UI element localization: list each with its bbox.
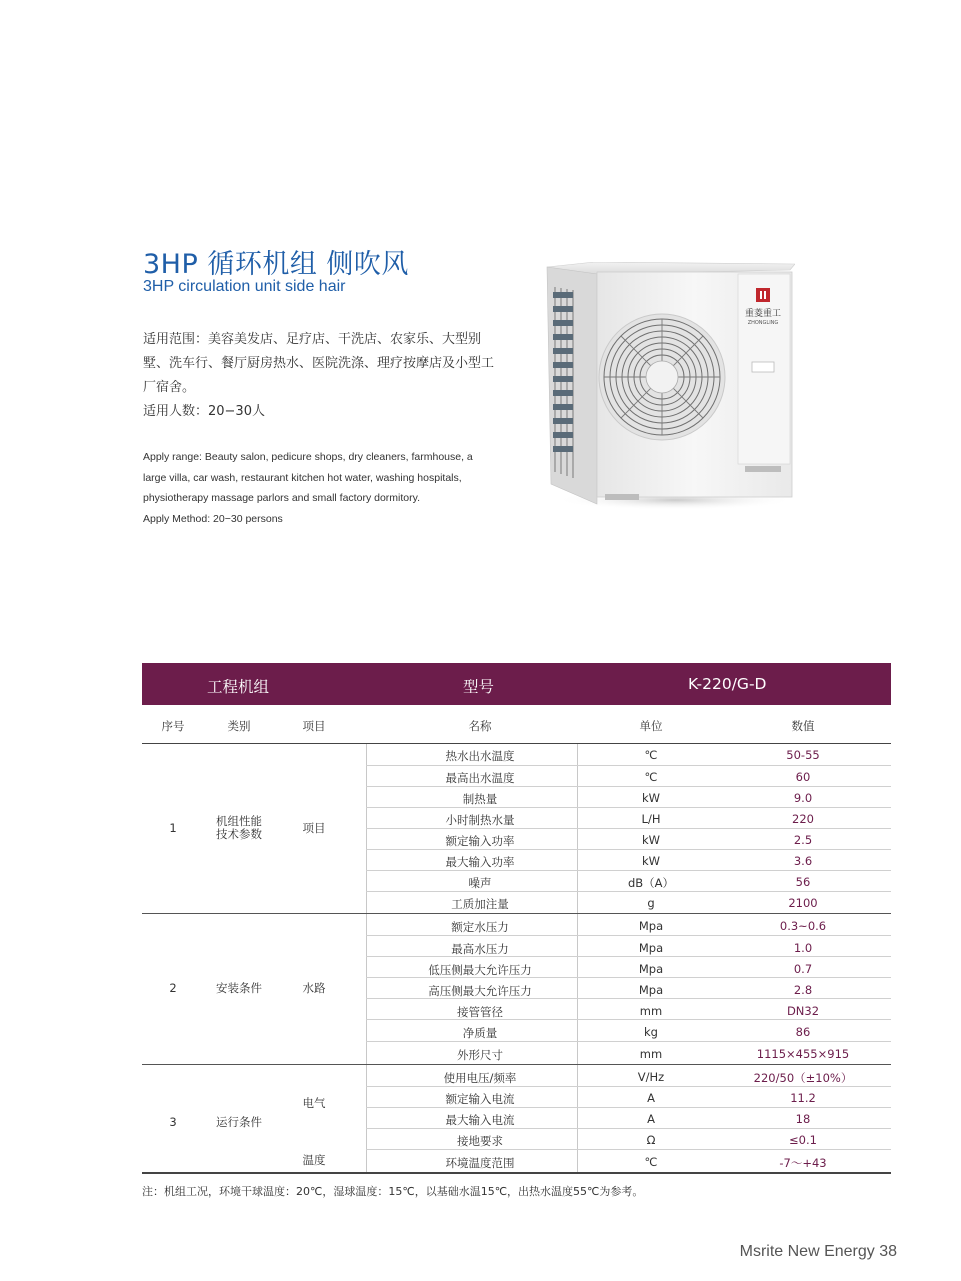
column-header: 项目 bbox=[302, 719, 326, 733]
row-value: 2.8 bbox=[793, 983, 813, 997]
spec-table bbox=[142, 663, 891, 1170]
row-unit: ℃ bbox=[644, 1155, 658, 1169]
page-title-cn: 3HP 循环机组 侧吹风 bbox=[143, 249, 409, 280]
description-line: large villa, car wash, restaurant kitchen hot water, washing hospitals, bbox=[143, 471, 462, 484]
row-unit: kg bbox=[644, 1025, 658, 1039]
description-line: 适用人数：20−30人 bbox=[143, 404, 265, 419]
table-row bbox=[366, 977, 891, 999]
group-number: 3 bbox=[169, 1115, 177, 1129]
row-name: 额定输入功率 bbox=[445, 834, 515, 848]
row-name: 接管管径 bbox=[457, 1005, 503, 1019]
row-value: 1115×455×915 bbox=[756, 1047, 850, 1061]
table-row bbox=[366, 914, 891, 935]
row-name: 额定水压力 bbox=[451, 920, 509, 934]
row-name: 噪声 bbox=[468, 876, 492, 890]
row-unit: ℃ bbox=[644, 748, 658, 762]
table-row bbox=[366, 891, 891, 913]
table-row bbox=[366, 935, 891, 957]
row-name: 低压侧最大允许压力 bbox=[428, 963, 532, 977]
row-name: 工质加注量 bbox=[451, 897, 509, 911]
group-item: 项目 bbox=[302, 821, 326, 835]
group-item-secondary: 温度 bbox=[302, 1153, 326, 1167]
row-value: 2.5 bbox=[793, 833, 813, 847]
spec-group-3 bbox=[142, 1065, 891, 1174]
row-name: 外形尺寸 bbox=[457, 1048, 503, 1062]
table-row bbox=[366, 1065, 891, 1086]
row-unit: Mpa bbox=[638, 919, 664, 933]
table-title-bar bbox=[142, 663, 891, 705]
row-name: 最高出水温度 bbox=[445, 771, 515, 785]
row-name: 额定输入电流 bbox=[445, 1092, 515, 1106]
category-line: 机组性能 bbox=[216, 814, 262, 828]
row-value: 9.0 bbox=[793, 791, 813, 805]
group-number: 1 bbox=[169, 821, 177, 835]
table-row bbox=[366, 1041, 891, 1064]
row-unit: Mpa bbox=[638, 941, 664, 955]
row-name: 净质量 bbox=[462, 1026, 498, 1040]
row-name: 最大输入功率 bbox=[445, 855, 515, 869]
row-value: -7～+43 bbox=[779, 1156, 827, 1170]
description-line: physiotherapy massage parlors and small factory dormitory. bbox=[143, 492, 421, 504]
row-unit: kW bbox=[641, 854, 661, 868]
table-row bbox=[366, 1149, 891, 1172]
row-unit: kW bbox=[641, 833, 661, 847]
row-name: 环境温度范围 bbox=[445, 1156, 515, 1170]
row-value: 0.3~0.6 bbox=[779, 919, 827, 933]
column-header: 类别 bbox=[227, 719, 251, 733]
row-name: 最大输入电流 bbox=[445, 1113, 515, 1127]
row-unit: mm bbox=[639, 1004, 663, 1018]
column-header: 序号 bbox=[161, 719, 185, 733]
description-line: 厂宿舍。 bbox=[143, 380, 196, 395]
table-row bbox=[366, 1107, 891, 1129]
spec-group-2 bbox=[142, 914, 891, 1065]
group-category: 安装条件 bbox=[216, 981, 262, 995]
row-unit: A bbox=[647, 1112, 655, 1126]
footnote: 注：机组工况，环境干球温度：20℃，湿球温度：15℃，以基础水温15℃，出热水温度55℃为参考。 bbox=[142, 1185, 644, 1198]
model-value: K-220/G-D bbox=[688, 675, 767, 693]
heat-pump-unit-image bbox=[545, 262, 795, 512]
row-value: DN32 bbox=[786, 1004, 820, 1018]
page-title-en: 3HP circulation unit side hair bbox=[143, 278, 346, 295]
table-column-header bbox=[142, 705, 891, 744]
group-item: 水路 bbox=[302, 981, 326, 995]
row-name: 小时制热水量 bbox=[445, 813, 515, 827]
row-unit: Mpa bbox=[638, 962, 664, 976]
table-row bbox=[366, 807, 891, 829]
description-line: Apply range: Beauty salon, pedicure shops, dry cleaners, farmhouse, a bbox=[143, 451, 473, 463]
table-row bbox=[366, 765, 891, 787]
row-unit: V/Hz bbox=[637, 1070, 665, 1084]
row-unit: A bbox=[647, 1091, 655, 1105]
group-category bbox=[216, 815, 262, 841]
table-row bbox=[366, 1019, 891, 1042]
row-name: 制热量 bbox=[462, 792, 498, 806]
row-value: 86 bbox=[795, 1025, 811, 1039]
row-unit: kW bbox=[641, 791, 661, 805]
column-header: 名称 bbox=[468, 719, 492, 733]
model-label: 型号 bbox=[463, 678, 495, 696]
row-name: 使用电压/频率 bbox=[443, 1071, 517, 1085]
page-footer: Msrite New Energy 38 bbox=[739, 1243, 897, 1260]
table-row bbox=[366, 956, 891, 978]
description-line: 适用范围：美容美发店、足疗店、干洗店、农家乐、大型别 bbox=[143, 332, 482, 347]
row-unit: mm bbox=[639, 1047, 663, 1061]
row-name: 接地要求 bbox=[457, 1134, 503, 1148]
row-unit: L/H bbox=[641, 812, 661, 826]
row-value: 220/50（±10%） bbox=[753, 1071, 853, 1085]
row-value: 50-55 bbox=[786, 748, 820, 762]
row-unit: Mpa bbox=[638, 983, 664, 997]
table-row bbox=[366, 786, 891, 808]
spec-group-1 bbox=[142, 744, 891, 914]
row-value: 3.6 bbox=[793, 854, 813, 868]
row-value: 220 bbox=[792, 812, 814, 826]
description-en bbox=[143, 447, 513, 529]
row-value: 2100 bbox=[788, 896, 818, 910]
unit-label: 工程机组 bbox=[207, 678, 270, 696]
table-row bbox=[366, 998, 891, 1020]
row-unit: dB（A） bbox=[627, 876, 675, 890]
row-value: 60 bbox=[795, 770, 811, 784]
group-number: 2 bbox=[169, 981, 177, 995]
row-value: ≤0.1 bbox=[789, 1133, 817, 1147]
description-line: Apply Method: 20−30 persons bbox=[143, 512, 283, 525]
row-value: 56 bbox=[795, 875, 811, 889]
brand-logo-cn: 重菱重工 bbox=[744, 309, 782, 319]
table-row bbox=[366, 849, 891, 871]
row-value: 11.2 bbox=[790, 1091, 816, 1105]
row-value: 0.7 bbox=[793, 962, 813, 976]
table-row bbox=[366, 870, 891, 892]
group-item: 电气 bbox=[302, 1096, 326, 1110]
row-name: 热水出水温度 bbox=[445, 749, 515, 763]
table-row bbox=[366, 744, 891, 765]
category-line: 技术参数 bbox=[216, 827, 262, 841]
group-category: 运行条件 bbox=[216, 1115, 262, 1129]
row-value: 18 bbox=[795, 1112, 811, 1126]
table-row bbox=[366, 1128, 891, 1150]
row-unit: g bbox=[647, 896, 655, 910]
row-unit: ℃ bbox=[644, 770, 658, 784]
row-name: 最高水压力 bbox=[451, 942, 509, 956]
column-header: 单位 bbox=[639, 719, 663, 733]
brand-logo-en: ZHONGLING bbox=[747, 320, 779, 326]
table-row bbox=[366, 828, 891, 850]
row-name: 高压侧最大允许压力 bbox=[428, 984, 532, 998]
column-header: 数值 bbox=[791, 719, 815, 733]
row-value: 1.0 bbox=[793, 941, 813, 955]
description-line: 墅、洗车行、餐厅厨房热水、医院洗涤、理疗按摩店及小型工 bbox=[143, 356, 495, 371]
table-row bbox=[366, 1086, 891, 1108]
description-cn bbox=[143, 328, 503, 424]
row-unit: Ω bbox=[646, 1133, 656, 1147]
